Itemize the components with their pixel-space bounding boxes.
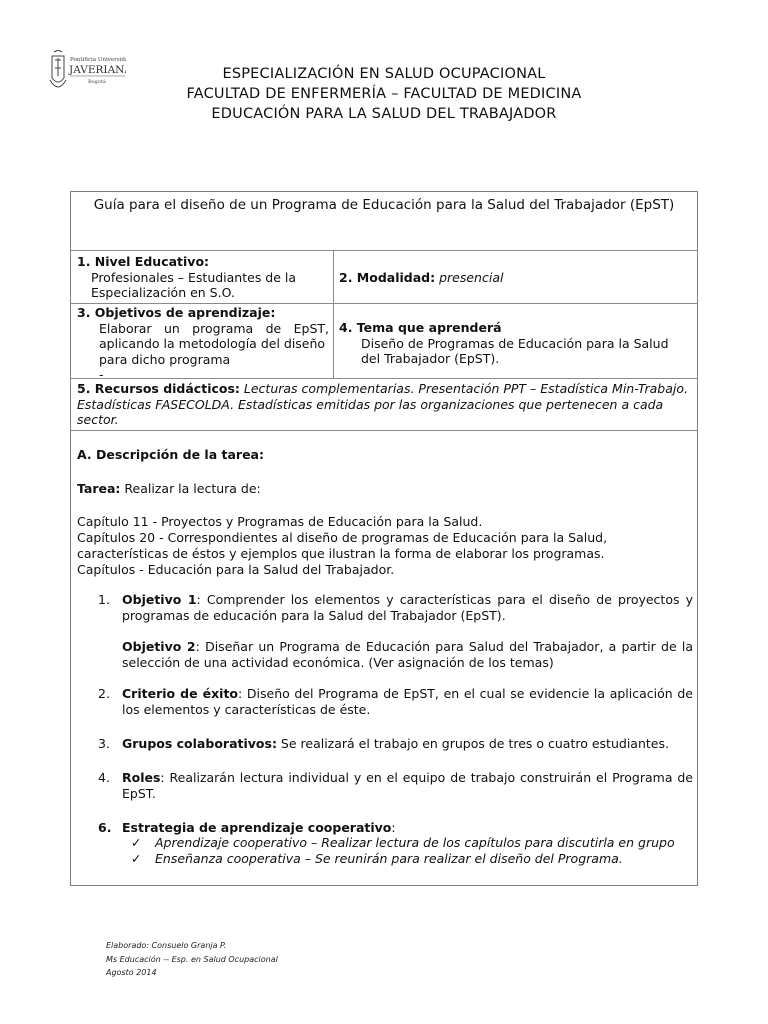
item-text: : Diseño del Programa de EpST, en el cual se evidencie la aplicación de los elementos y características de éste. [122, 686, 693, 717]
item-label: Roles [122, 770, 161, 785]
check-item-aprendizaje [131, 835, 675, 851]
item-label: Criterio de éxito [122, 686, 239, 701]
nivel-text-1: Profesionales – Estudiantes de la [91, 269, 297, 285]
item-text: : Realizarán lectura individual y en el equipo de trabajo construirán el Programa de EpST. [122, 770, 693, 801]
objetivos-line-1: Elaborar un programa de EpST, [99, 320, 329, 336]
nivel-label: 1. Nivel Educativo: [77, 254, 210, 269]
guide-title: Guía para el diseño de un Programa de Educación para la Salud del Trabajador (EpST) [93, 197, 675, 213]
item-number: 3. [98, 736, 110, 751]
recursos-text: Lecturas complementarias. Presentación PPT – Estadística Min-Trabajo. Estadísticas FASECOLDA. Estadísticas emitidas por las organizaciones que pertenecen a cada sector. [77, 381, 688, 427]
header-line-1: ESPECIALIZACIÓN EN SALUD OCUPACIONAL [222, 66, 546, 82]
list-item-criterio [98, 686, 693, 718]
objetivos-line-4: - [99, 367, 104, 382]
row-divider [71, 303, 697, 304]
tema-cell [339, 320, 689, 367]
item-label: Grupos colaborativos: [122, 736, 277, 751]
objetivos-label: 3. Objetivos de aprendizaje: [77, 305, 276, 320]
footer-credentials: Ms Educación -- Esp. en Salud Ocupacional [106, 954, 278, 964]
svg-text:Bogotá: Bogotá [88, 79, 106, 85]
item-text: : Comprender los elementos y características para el diseño de proyectos y programas de educación para la Salud del Trabajador (EpST). [122, 592, 693, 623]
item-label: Estrategia de aprendizaje cooperativo [122, 820, 392, 835]
capitulos-block [77, 514, 693, 578]
nivel-educativo-cell [77, 254, 337, 301]
item-number: 4. [98, 770, 110, 785]
tema-label: 4. Tema que aprenderá [339, 320, 502, 335]
capitulo-line-2: Capítulos 20 - Correspondientes al diseño de programas de Educación para la Salud, [77, 530, 608, 545]
check-item-ensenanza [131, 851, 623, 867]
capitulo-line-3: características de éstos y ejemplos que ilustran la forma de elaborar los programas. [77, 546, 605, 561]
item-label: Objetivo 2 [122, 639, 196, 654]
objetivos-line-2: aplicando la metodología del diseño [99, 336, 326, 351]
header-line-2: FACULTAD DE ENFERMERÍA – FACULTAD DE MEDICINA [186, 86, 582, 102]
list-item-grupos [98, 736, 693, 752]
item-text: : [391, 820, 396, 835]
capitulo-line-4: Capítulos - Educación para la Salud del Trabajador. [77, 562, 395, 577]
footer-date: Agosto 2014 [106, 968, 157, 977]
list-item-roles [98, 770, 693, 802]
list-item-objetivo-2 [98, 639, 693, 671]
column-divider [333, 250, 334, 378]
descripcion-label [77, 447, 689, 463]
recursos-label: 5. Recursos didácticos: [77, 381, 240, 396]
item-number: 2. [98, 686, 110, 701]
row-divider [71, 378, 697, 379]
item-text: : Diseñar un Programa de Educación para Salud del Trabajador, a partir de la selección de una actividad económica. (Ver asignación de los temas) [122, 639, 693, 670]
objetivos-cell [77, 305, 329, 383]
checkmark-icon: ✓ [131, 835, 142, 850]
item-label: Objetivo 1 [122, 592, 197, 607]
check-text: Aprendizaje cooperativo – Realizar lectura de los capítulos para discutirla en grupo [155, 835, 675, 850]
list-item-estrategia [98, 820, 693, 836]
nivel-text-2: Especialización en S.O. [91, 285, 235, 300]
row-divider [71, 250, 697, 251]
modalidad-label: 2. Modalidad: [339, 270, 436, 285]
tarea-line [77, 481, 689, 497]
tarea-text: Realizar la lectura de: [124, 481, 261, 496]
svg-text:JAVERIANA: JAVERIANA [69, 64, 126, 76]
item-number: 6. [98, 820, 112, 835]
header-line-3: EDUCACIÓN PARA LA SALUD DEL TRABAJADOR [211, 106, 557, 122]
footer-author: Elaborado: Consuelo Granja P. [106, 941, 227, 950]
tarea-label: Tarea: [77, 481, 121, 496]
checkmark-icon: ✓ [131, 851, 142, 866]
descripcion-label-text: A. Descripción de la tarea: [77, 447, 264, 462]
modalidad-value: presencial [439, 270, 504, 285]
check-text: Enseñanza cooperativa – Se reunirán para realizar el diseño del Programa. [155, 851, 623, 866]
objetivos-line-3: para dicho programa [99, 351, 231, 367]
recursos-cell [77, 381, 691, 428]
tema-line-1: Diseño de Programas de Educación para la Salud [361, 335, 669, 351]
list-item-objetivo-1 [98, 592, 693, 624]
modalidad-cell [339, 270, 689, 286]
guide-table [70, 191, 698, 886]
document-header [0, 64, 768, 124]
tema-line-2: del Trabajador (EpST). [361, 351, 500, 366]
svg-text:Pontificia Universidad: Pontificia Universidad [70, 57, 126, 63]
row-divider [71, 430, 697, 431]
capitulo-line-1: Capítulo 11 - Proyectos y Programas de Educación para la Salud. [77, 514, 483, 529]
document-footer [106, 939, 278, 980]
item-number: 1. [98, 592, 110, 607]
item-text: Se realizará el trabajo en grupos de tres o cuatro estudiantes. [276, 736, 669, 751]
